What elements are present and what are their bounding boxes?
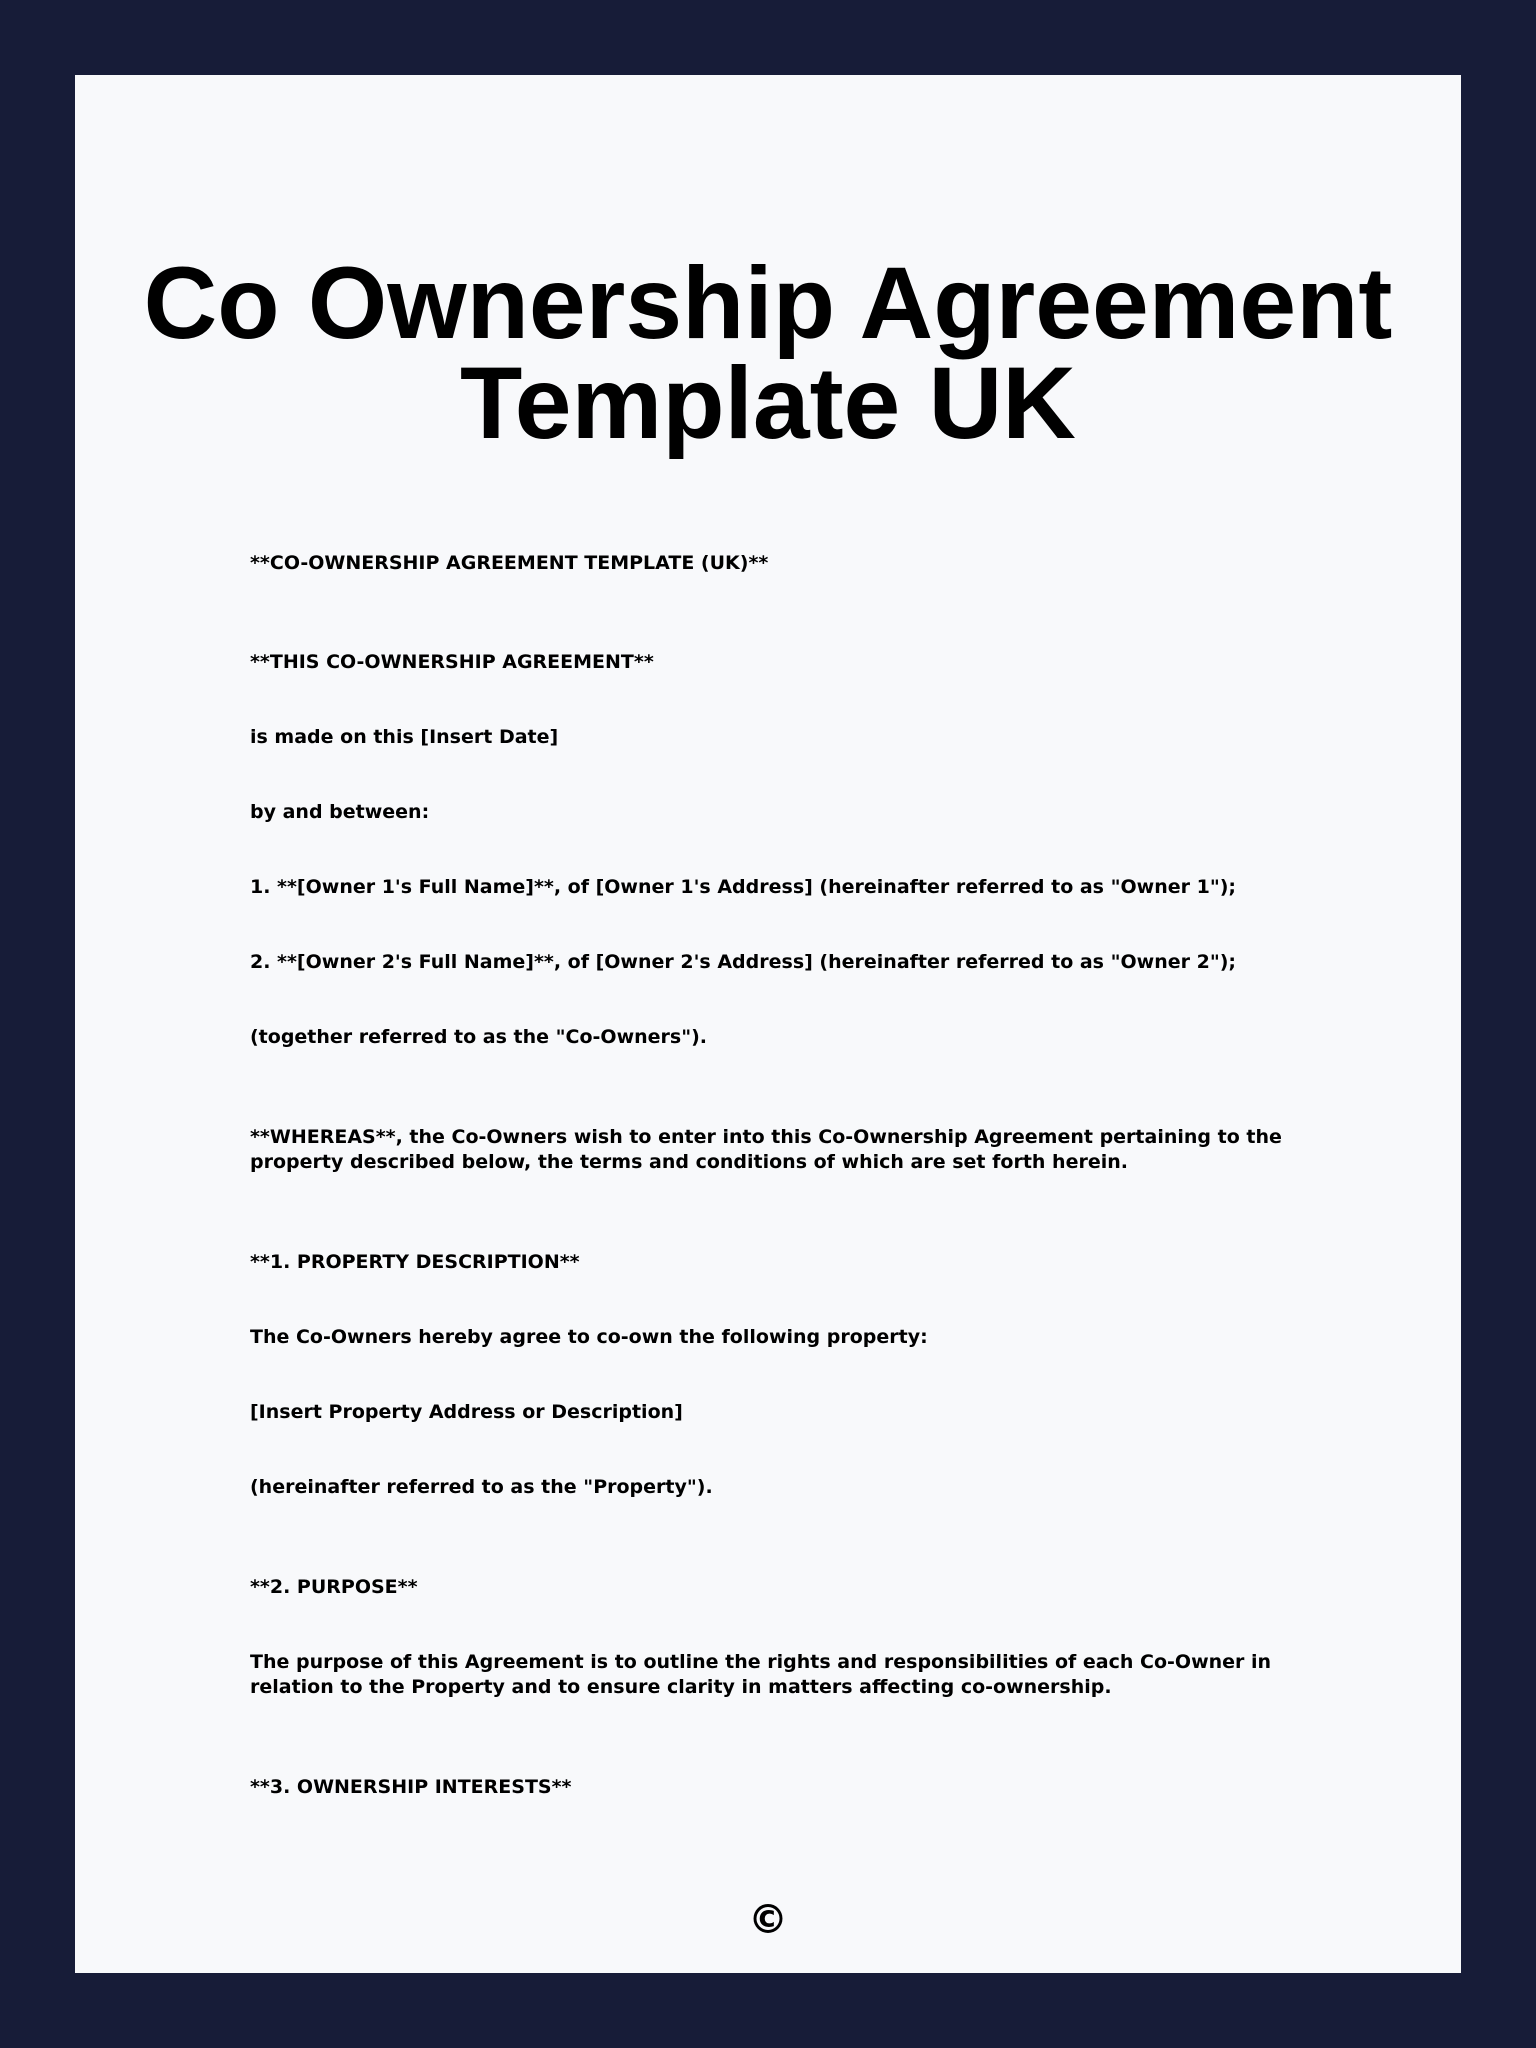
whereas-paragraph: **WHEREAS**, the Co-Owners wish to enter into this Co-Ownership Agreement pertaining to the property described below, the terms and conditions of which are set forth herein. xyxy=(250,1126,1282,1173)
co-owners-line: (together referred to as the "Co-Owners"). xyxy=(250,1026,708,1048)
section-1-text: The Co-Owners hereby agree to co-own the following property: xyxy=(250,1326,928,1348)
document-title xyxy=(75,246,1461,460)
title-line-1: Co Ownership Agreement xyxy=(143,246,1393,360)
property-definition: (hereinafter referred to as the "Property"). xyxy=(250,1476,713,1498)
purpose-paragraph: The purpose of this Agreement is to outline the rights and responsibilities of each Co-Owner in relation to the Property and to ensure clarity in matters affecting co-ownership. xyxy=(250,1651,1272,1698)
section-2-heading: **2. PURPOSE** xyxy=(250,1576,418,1598)
owner-2-line: 2. **[Owner 2's Full Name]**, of [Owner 2's Address] (hereinafter referred to as "Owner 2"); xyxy=(250,951,1237,973)
property-placeholder: [Insert Property Address or Description] xyxy=(250,1401,683,1423)
copyright-icon: © xyxy=(748,1897,788,1943)
section-1-heading: **1. PROPERTY DESCRIPTION** xyxy=(250,1251,580,1273)
document-page xyxy=(75,75,1461,1973)
title-line-2: Template UK xyxy=(460,346,1076,460)
date-line: is made on this [Insert Date] xyxy=(250,726,559,748)
agreement-heading: **CO-OWNERSHIP AGREEMENT TEMPLATE (UK)** xyxy=(250,552,769,574)
owner-1-line: 1. **[Owner 1's Full Name]**, of [Owner 1's Address] (hereinafter referred to as "Owner 1"); xyxy=(250,876,1237,898)
parties-line: by and between: xyxy=(250,801,430,823)
agreement-intro-heading: **THIS CO-OWNERSHIP AGREEMENT** xyxy=(250,651,654,673)
section-3-heading: **3. OWNERSHIP INTERESTS** xyxy=(250,1776,572,1798)
